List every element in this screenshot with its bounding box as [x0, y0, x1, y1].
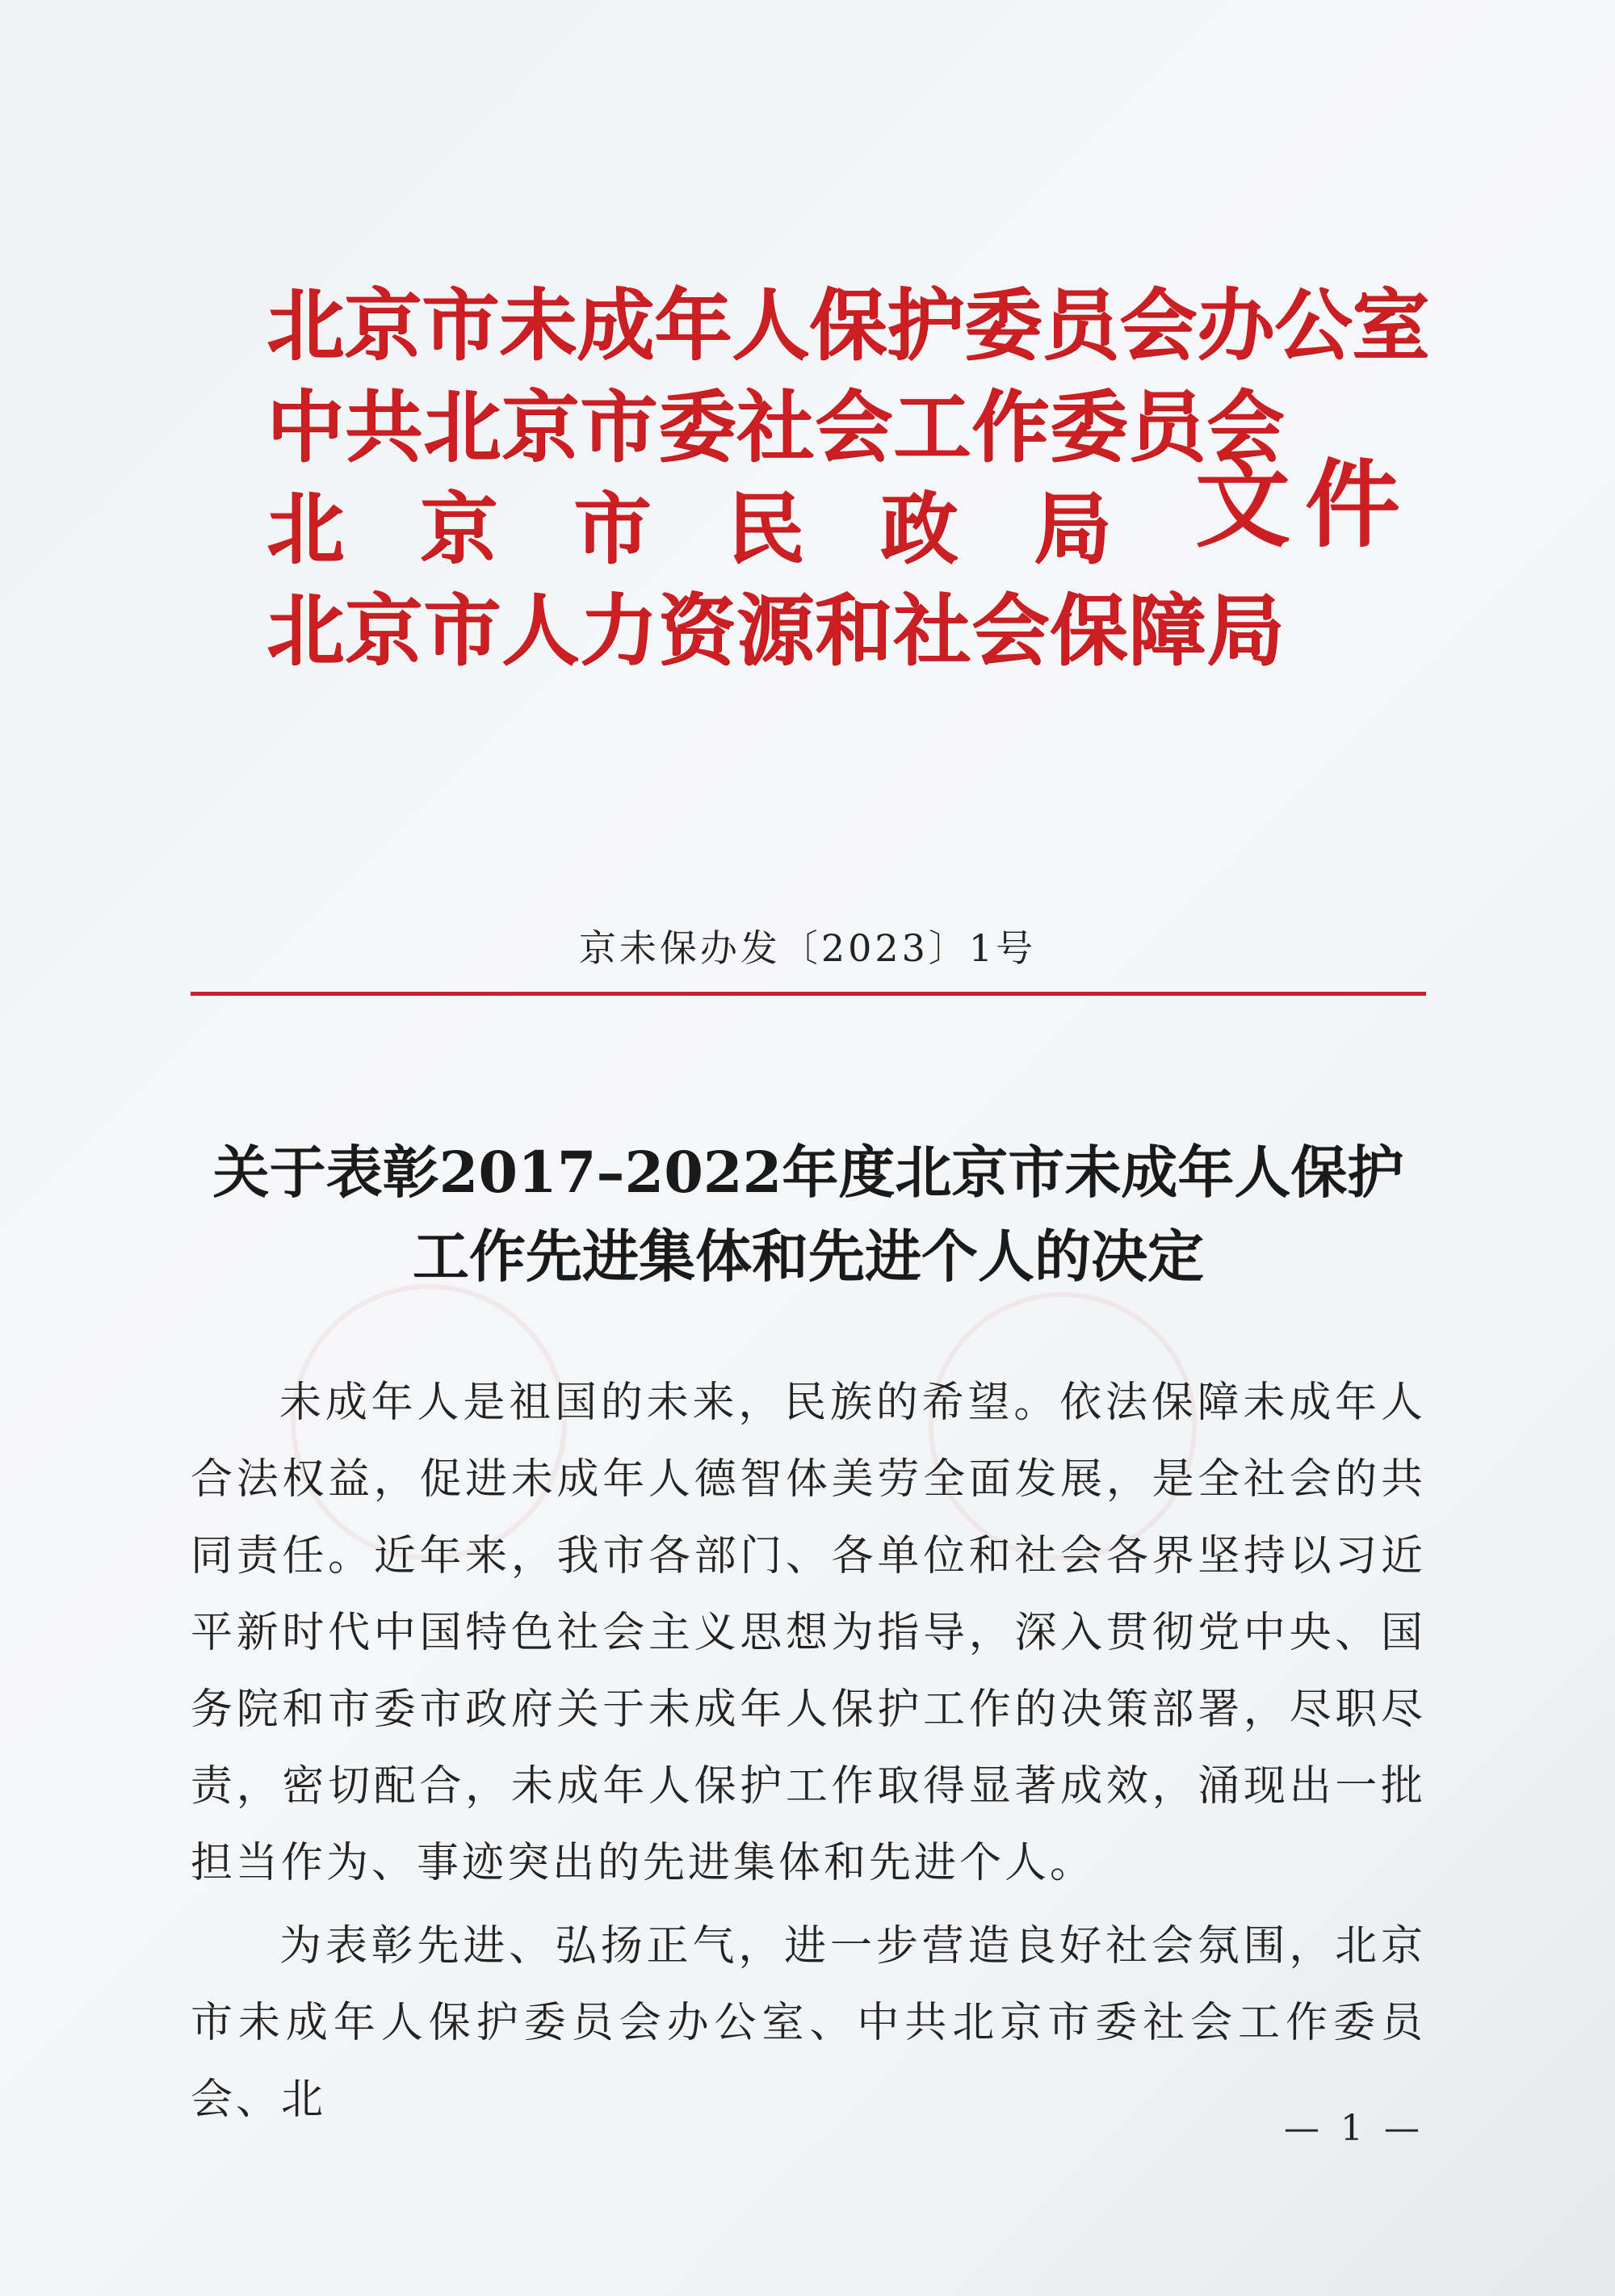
document-title [191, 1131, 1426, 1299]
document-header [266, 275, 1445, 775]
document-label: 文件 [1195, 449, 1416, 560]
page-number: — 1 — [1284, 2108, 1424, 2149]
document-number: 京未保办发〔2023〕1号 [578, 926, 1037, 970]
title-line-1: 关于表彰2017–2022年度北京市未成年人保护 [212, 1139, 1404, 1206]
issuer-line: 北京市未成年人保护委员会办公室 [266, 280, 1429, 371]
body-paragraph: 为表彰先进、弘扬正气，进一步营造良好社会氛围，北京市未成年人保护委员会办公室、中共北京市委社会工作委员会、北 [191, 1922, 1426, 2124]
issuer-line: 北京市人力资源和社会保障局 [266, 586, 1285, 676]
body-paragraph: 未成年人是祖国的未来，民族的希望。依法保障未成年人合法权益，促进未成年人德智体美劳全面发展，是全社会的共同责任。近年来，我市各部门、各单位和社会各界坚持以习近平新时代中国特色社会主义思想为指导，深入贯彻党中央、国务院和市委市政府关于未成年人保护工作的决策部署，尽职尽责，密切配合，未成年人保护工作取得显著成效，涌现出一批担当作为、事迹突出的先进集体和先进个人。 [191, 1379, 1426, 1887]
title-line-2: 工作先进集体和先进个人的决定 [413, 1223, 1204, 1290]
document-body [191, 1365, 1426, 2139]
red-divider-line [191, 992, 1426, 996]
issuer-line: 中共北京市委社会工作委员会 [266, 382, 1285, 472]
issuer-line: 北京市民政局 [266, 484, 1187, 574]
